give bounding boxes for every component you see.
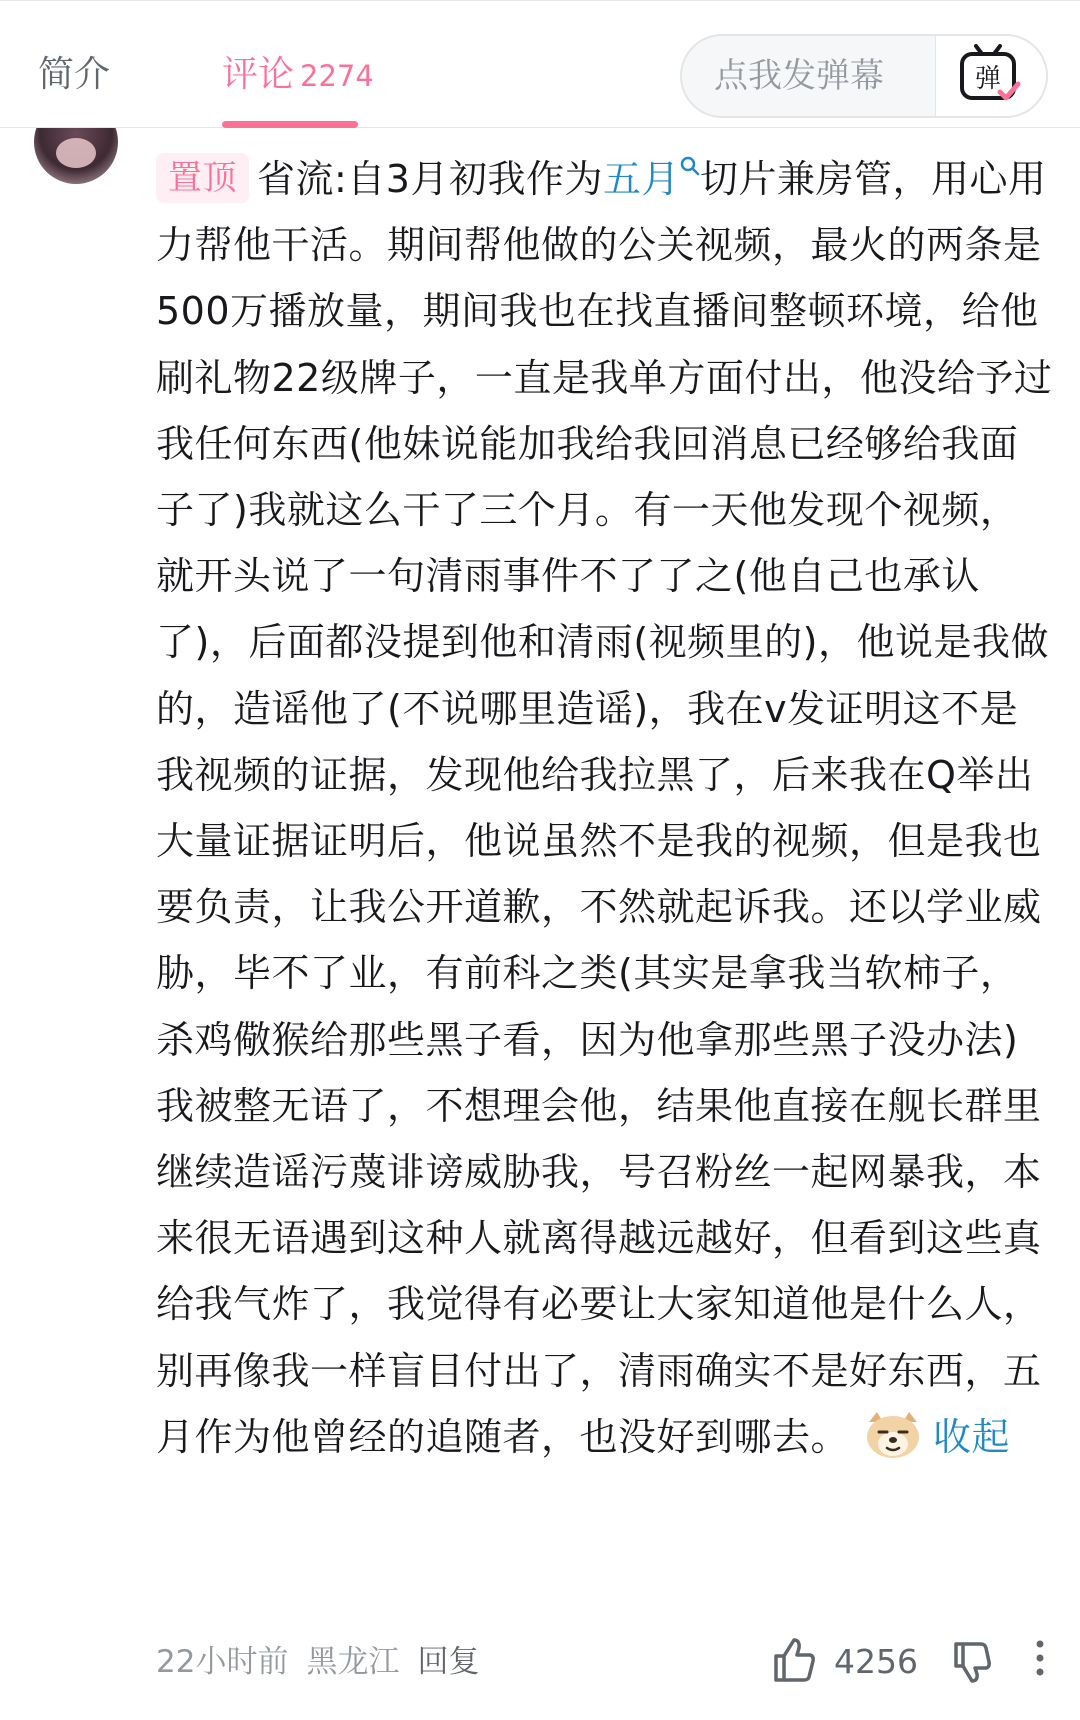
- tab-intro-label: 简介: [38, 54, 111, 95]
- comment-location: 黑龙江: [306, 1644, 400, 1680]
- active-tab-indicator: [222, 121, 358, 128]
- tab-comments-count: 2274: [300, 59, 374, 93]
- comment-body: [156, 146, 1056, 1470]
- search-icon: [680, 156, 700, 178]
- collapse-link[interactable]: 收起: [933, 1414, 1011, 1459]
- danmaku-toggle-button[interactable]: [935, 36, 1046, 116]
- more-options-button[interactable]: [1034, 1638, 1046, 1682]
- more-vertical-icon: [1034, 1638, 1046, 1678]
- danmaku-placeholder: 点我发弹幕: [714, 56, 884, 96]
- danmaku-icon-glyph: 弹: [974, 64, 1002, 94]
- tab-comments[interactable]: [222, 51, 374, 100]
- like-button[interactable]: [772, 1636, 918, 1688]
- keyword-search-link[interactable]: [603, 157, 700, 201]
- like-count: 4256: [834, 1642, 918, 1681]
- danmaku-input[interactable]: [680, 34, 1048, 118]
- thumbs-up-icon: [772, 1636, 816, 1684]
- dislike-button[interactable]: [952, 1640, 992, 1688]
- tab-intro[interactable]: [38, 51, 110, 99]
- comment-time: 22小时前: [156, 1644, 289, 1680]
- keyword-text: 五月: [602, 157, 680, 201]
- pinned-badge: 置顶: [156, 153, 249, 203]
- comment-meta: [156, 1640, 497, 1684]
- comment-text-rest: 切片兼房管，用心用力帮他干活。期间帮他做的公关视频，最火的两条是500万播放量，期间我也在找直播间整顿环境，给他刷礼物22级牌子，一直是我单方面付出，他没给予过我任何东西(他妹说能加我给我回消息已经够给我面子了)我就这么干了三个月。有一天他发现个视频，就开头说了一句清雨事件不了了之(他自己也承认了)，后面都没提到他和清雨(视频里的)，他说是我做的，造谣他了(不说哪里造谣)，我在v发证明这不是我视频的证据，发现他给我拉黑了，后来我在Q举出大量证据证明后，他说虽然不是我的视频，但是我也要负责，让我公开道歉，不然就起诉我。还以学业威胁，毕不了业，有前科之类(其实是拿我当软柿子，杀鸡儆猴给那些黑子看，因为他拿那些黑子没办法)我被整无语了，不想理会他，结果他直接在舰长群里继续造谣污蔑诽谤威胁我，号召粉丝一起网暴我，本来很无语遇到这种人就离得越远越好，但看到这些真给我气炸了，我觉得有必要让大家知道他是什么人，别再像我一样盲目付出了，清雨确实不是好东西，五月作为他曾经的追随者，也没好到哪去。: [156, 157, 1053, 1459]
- comment-text-start: 省流:自3月初我作为: [257, 157, 603, 201]
- thumbs-down-icon: [952, 1640, 992, 1684]
- tab-comments-label: 评论: [222, 54, 295, 95]
- top-tab-bar: [0, 0, 1080, 128]
- danmaku-icon: [936, 36, 1046, 116]
- reply-button[interactable]: 回复: [417, 1644, 480, 1680]
- dog-emoji-icon: [863, 1410, 923, 1460]
